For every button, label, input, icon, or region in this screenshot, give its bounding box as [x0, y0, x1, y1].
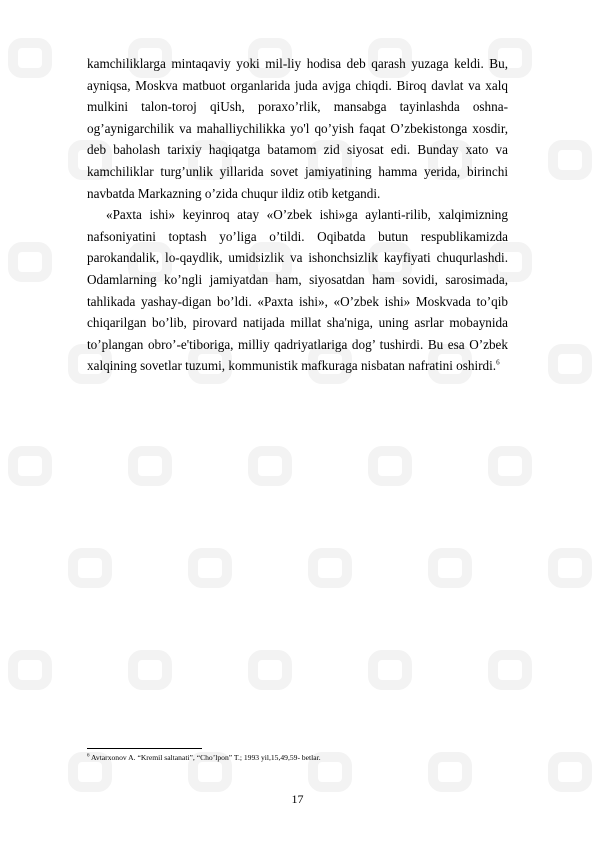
page-number: 17 — [291, 792, 304, 806]
body-text — [87, 53, 508, 377]
footnote — [87, 753, 527, 763]
paragraph-1: kamchiliklarga mintaqaviy yoki mil-liy hodisa deb qarash yuzaga keldi. Bu, ayniqsa, Moskva matbuot organlarida juda avjga chiqdi. Biroq davlat va xalq mulkini talon-toroj qiUsh, poraxo’rlik, mansabga tayinlashda oshna-og’aynigarchilik va mahalliychilikka yo'l qo’yish faqat O’zbekistonga xosdir, deb baholash tarixiy haqiqatga batamom zid siyosat edi. Bunday xato va kamchiliklar turg’unlik yillarida sovet jamiyatining hamma yerida, birinchi navbatda Markazning o’zida chuqur ildiz otib ketgandi. — [87, 56, 508, 201]
paragraph-2-text: «Paxta ishi» keyinroq atay «O’zbek ishi»ga aylanti-rilib, xalqimizning nafsoniyatini toptash yo’liga o’tildi. Oqibatda butun respublikamizda parokandalik, lo-qaydlik, umidsizlik va ishonchsizlik kayfiyati chuqurlashdi. Odamlarning ko’ngli jamiyatdan ham, siyosatdan ham sovidi, sarosimada, tahlikada yashay-digan bo’ldi. «Paxta ishi», «O’zbek ishi» Moskvada to’qib chiqarilgan bo’lib, pirovard natijada millat sha'niga, uning asrlar mobaynida to’plangan obro’-e'tiboriga, milliy qadriyatlariga dog’ tushirdi. Bu esa O’zbek xalqining sovetlar tuzumi, kommunistik mafkuraga nisbatan nafratini oshirdi. — [87, 207, 508, 374]
footnote-number: 6 — [87, 753, 90, 759]
footnote-reference[interactable]: 6 — [496, 358, 500, 367]
paragraph-2 — [87, 204, 508, 377]
footnote-divider — [87, 748, 202, 749]
footnote-text: Avtarxonov A. “Kremil saltanati”, “Cho’lpon” T.; 1993 yil,15,49,59- betlar. — [90, 753, 321, 762]
